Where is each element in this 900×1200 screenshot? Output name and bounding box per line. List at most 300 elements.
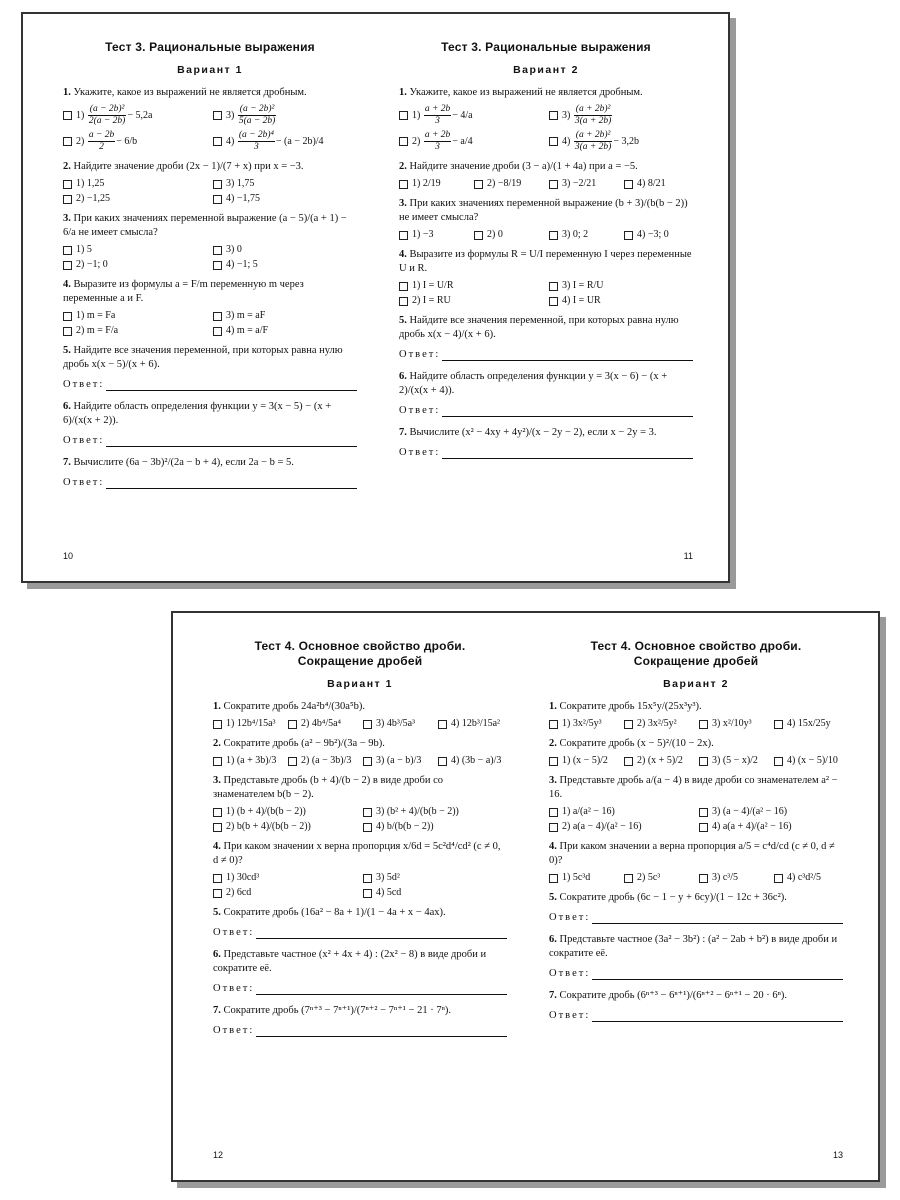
option-checkbox[interactable]: [399, 282, 408, 291]
answer-field[interactable]: [399, 446, 693, 459]
answer-option[interactable]: [774, 755, 843, 767]
answer-option[interactable]: [213, 821, 357, 833]
option-checkbox[interactable]: [213, 808, 222, 817]
option-number: 1): [76, 178, 85, 189]
answer-option[interactable]: [399, 229, 468, 241]
answer-line[interactable]: [592, 1012, 843, 1022]
option-checkbox[interactable]: [63, 261, 72, 270]
fraction-numerator: (a + 2b)²: [575, 130, 611, 140]
option-number: 4): [451, 718, 460, 729]
task-statement: Вычислите (6a − 3b)²/(2a − b + 4), если 2a − b = 5.: [73, 457, 294, 468]
variant-label: Вариант 2: [513, 64, 579, 76]
option-checkbox[interactable]: [699, 808, 708, 817]
option-checkbox[interactable]: [549, 180, 558, 189]
option-checkbox[interactable]: [399, 137, 408, 146]
task-item: [549, 989, 843, 1022]
answer-field[interactable]: [549, 967, 843, 980]
answer-option[interactable]: [363, 755, 432, 767]
option-checkbox[interactable]: [774, 874, 783, 883]
task-text: [213, 737, 507, 751]
answer-options: [549, 872, 843, 884]
option-value: (x − 5)/10: [797, 755, 838, 766]
answer-option[interactable]: [363, 806, 507, 818]
option-value: (5 − x)/2: [722, 755, 758, 766]
task-statement: Сократите дробь (16a² − 8a + 1)/(1 − 4a + x − 4ax).: [223, 907, 446, 918]
answer-label: Ответ:: [213, 927, 255, 938]
answer-option[interactable]: [213, 887, 357, 899]
answer-field[interactable]: [63, 434, 357, 447]
option-value: c³/5: [722, 872, 739, 883]
option-number: 2): [76, 325, 85, 336]
option-checkbox[interactable]: [63, 327, 72, 336]
option-number: 1): [226, 806, 235, 817]
page-number: 13: [832, 1150, 843, 1160]
option-checkbox[interactable]: [399, 180, 408, 189]
option-number: 2): [76, 135, 85, 147]
task-item: [399, 426, 693, 459]
task-text: [399, 370, 693, 398]
answer-label: Ответ:: [399, 447, 441, 458]
answer-field[interactable]: [213, 982, 507, 995]
answer-option[interactable]: [549, 821, 693, 833]
option-number: 3): [226, 109, 235, 121]
task-item: [549, 840, 843, 884]
fraction-numerator: a − 2b: [88, 130, 115, 140]
task-statement: Сократите дробь (6ⁿ⁺³ − 6ⁿ⁺¹)/(6ⁿ⁺² − 6ⁿ⁺¹ − 20 · 6ⁿ).: [559, 990, 788, 1001]
option-value: −3: [422, 229, 434, 240]
answer-options: [399, 104, 693, 153]
option-fraction: [238, 130, 275, 153]
option-checkbox[interactable]: [213, 195, 222, 204]
answer-option[interactable]: [624, 872, 693, 884]
answer-option[interactable]: [213, 104, 357, 127]
task-statement: При каких значениях переменной выражение (b + 3)/(b(b − 2)) не имеет смысла?: [399, 198, 688, 223]
option-number: 3): [712, 872, 721, 883]
task-item: [399, 197, 693, 241]
variant-label: Вариант 1: [177, 64, 243, 76]
task-text: [213, 1004, 507, 1018]
option-checkbox[interactable]: [63, 246, 72, 255]
option-checkbox[interactable]: [63, 180, 72, 189]
option-checkbox[interactable]: [549, 823, 558, 832]
option-number: 2): [487, 178, 496, 189]
option-checkbox[interactable]: [63, 137, 72, 146]
option-value: 0: [497, 229, 503, 240]
answer-option[interactable]: [213, 718, 282, 730]
option-checkbox[interactable]: [63, 195, 72, 204]
answer-line[interactable]: [106, 437, 357, 447]
option-fraction: [88, 104, 127, 127]
answer-option[interactable]: [213, 259, 357, 271]
task-text: [63, 278, 357, 306]
option-number: 3): [226, 244, 235, 255]
answer-option[interactable]: [549, 295, 693, 307]
task-item: [63, 344, 357, 391]
option-checkbox[interactable]: [213, 312, 222, 321]
answer-option[interactable]: [399, 295, 543, 307]
task-statement: Сократите дробь (6c − 1 − y + 6cy)/(1 − 12c + 36c²).: [559, 892, 787, 903]
option-number: 3): [376, 755, 385, 766]
task-statement: Сократите дробь (x − 5)²/(10 − 2x).: [559, 738, 714, 749]
option-fraction: [238, 104, 277, 127]
task-statement: Представьте дробь a/(a − 4) в виде дроби со знаменателем a² − 16.: [549, 775, 838, 800]
task-text: [63, 400, 357, 428]
answer-option[interactable]: [213, 872, 357, 884]
answer-option[interactable]: [774, 872, 843, 884]
answer-option[interactable]: [213, 178, 357, 190]
task-text: [399, 86, 693, 100]
answer-option[interactable]: [399, 280, 543, 292]
option-checkbox[interactable]: [63, 111, 72, 120]
task-text: [63, 344, 357, 372]
task-item: [213, 774, 507, 833]
option-checkbox[interactable]: [399, 297, 408, 306]
task-number: 4.: [549, 841, 557, 852]
task-text: [549, 840, 843, 868]
answer-options: [213, 755, 507, 767]
option-checkbox[interactable]: [363, 757, 372, 766]
answer-line[interactable]: [592, 970, 843, 980]
workbook-page: [527, 613, 881, 1180]
option-checkbox[interactable]: [213, 246, 222, 255]
task-item: [549, 774, 843, 833]
option-checkbox[interactable]: [399, 111, 408, 120]
option-number: 3): [376, 718, 385, 729]
answer-option[interactable]: [474, 229, 543, 241]
answer-option[interactable]: [288, 755, 357, 767]
option-number: 3): [712, 755, 721, 766]
task-item: [549, 891, 843, 924]
answer-option[interactable]: [624, 755, 693, 767]
answer-option[interactable]: [363, 872, 507, 884]
option-value: (a + 3b)/3: [236, 755, 277, 766]
answer-label: Ответ:: [549, 968, 591, 979]
option-checkbox[interactable]: [288, 720, 297, 729]
option-checkbox[interactable]: [699, 757, 708, 766]
option-value: b/(b(b − 2)): [386, 821, 434, 832]
option-fraction: [574, 104, 613, 127]
answer-field[interactable]: [549, 911, 843, 924]
answer-options: [63, 178, 357, 205]
option-value: 1,25: [86, 178, 105, 189]
answer-label: Ответ:: [213, 1025, 255, 1036]
answer-field[interactable]: [213, 1024, 507, 1037]
option-checkbox[interactable]: [213, 137, 222, 146]
task-number: 1.: [399, 87, 407, 98]
answer-option[interactable]: [63, 193, 207, 205]
answer-option[interactable]: [549, 872, 618, 884]
option-checkbox[interactable]: [363, 808, 372, 817]
answer-option[interactable]: [63, 130, 207, 153]
option-checkbox[interactable]: [549, 757, 558, 766]
option-value: −2/21: [572, 178, 597, 189]
option-value: (b² + 4)/(b(b − 2)): [386, 806, 459, 817]
answer-line[interactable]: [442, 351, 693, 361]
task-number: 1.: [213, 701, 221, 712]
answer-option[interactable]: [549, 178, 618, 190]
task-text: [63, 86, 357, 100]
answer-option[interactable]: [213, 244, 357, 256]
option-value: 3x²/5y³: [572, 718, 602, 729]
option-number: 1): [226, 755, 235, 766]
answer-line[interactable]: [256, 985, 507, 995]
option-value: −3; 0: [647, 229, 669, 240]
answer-option[interactable]: [438, 755, 507, 767]
option-value: m = F/a: [86, 325, 119, 336]
answer-option[interactable]: [699, 872, 768, 884]
option-value: 12b⁴/15a³: [236, 718, 276, 729]
option-number: 4): [637, 178, 646, 189]
page-number: 11: [683, 551, 693, 561]
task-number: 4.: [213, 841, 221, 852]
answer-options: [549, 718, 843, 730]
option-number: 4): [376, 887, 385, 898]
answer-option[interactable]: [624, 229, 693, 241]
answer-option[interactable]: [63, 259, 207, 271]
option-checkbox[interactable]: [774, 757, 783, 766]
answer-line[interactable]: [256, 1027, 507, 1037]
option-checkbox[interactable]: [399, 231, 408, 240]
option-number: 1): [412, 280, 421, 291]
answer-option[interactable]: [213, 325, 357, 337]
option-checkbox[interactable]: [213, 720, 222, 729]
answer-label: Ответ:: [549, 912, 591, 923]
task-item: [63, 86, 357, 153]
option-number: 3): [376, 806, 385, 817]
option-checkbox[interactable]: [549, 720, 558, 729]
task-statement: Укажите, какое из выражений не является дробным.: [73, 87, 307, 98]
answer-option[interactable]: [699, 718, 768, 730]
fraction-numerator: (a − 2b)⁴: [238, 130, 274, 140]
answer-options: [549, 806, 843, 833]
option-number: 3): [562, 109, 571, 121]
answer-option[interactable]: [624, 178, 693, 190]
option-number: 3): [376, 872, 385, 883]
option-checkbox[interactable]: [213, 261, 222, 270]
answer-field[interactable]: [549, 1009, 843, 1022]
test-title: Тест 3. Рациональные выражения: [441, 40, 651, 54]
answer-option[interactable]: [63, 244, 207, 256]
answer-option[interactable]: [549, 130, 693, 153]
answer-option[interactable]: [438, 718, 507, 730]
option-checkbox[interactable]: [549, 111, 558, 120]
option-value: 5cd: [386, 887, 402, 898]
option-value: c³d²/5: [797, 872, 822, 883]
answer-label: Ответ:: [399, 349, 441, 360]
answer-field[interactable]: [399, 348, 693, 361]
task-text: [213, 948, 507, 976]
task-statement: Найдите значение дроби (3 − a)/(1 + 4a) при a = −5.: [409, 161, 638, 172]
answer-option[interactable]: [63, 178, 207, 190]
test-subtitle: Сокращение дробей: [297, 654, 423, 668]
option-checkbox[interactable]: [624, 231, 633, 240]
option-checkbox[interactable]: [474, 180, 483, 189]
fraction-denominator: 3: [253, 142, 259, 152]
answer-option[interactable]: [549, 229, 618, 241]
variant-label: Вариант 2: [663, 678, 729, 690]
task-item: [213, 737, 507, 767]
answer-line[interactable]: [106, 381, 357, 391]
option-value: −1; 0: [86, 259, 108, 270]
option-checkbox[interactable]: [213, 180, 222, 189]
option-checkbox[interactable]: [699, 720, 708, 729]
option-checkbox[interactable]: [549, 231, 558, 240]
task-text: [213, 840, 507, 868]
task-number: 7.: [213, 1005, 221, 1016]
option-value: −8/19: [497, 178, 522, 189]
fraction-denominator: 3(a + 2b): [574, 116, 612, 126]
option-number: 1): [562, 755, 571, 766]
option-checkbox[interactable]: [549, 282, 558, 291]
answer-options: [213, 718, 507, 730]
option-checkbox[interactable]: [549, 808, 558, 817]
option-number: 1): [76, 310, 85, 321]
task-statement: Представьте частное (x² + 4x + 4) : (2x² − 8) в виде дроби и сократите её.: [213, 949, 487, 974]
answer-option[interactable]: [213, 193, 357, 205]
answer-options: [63, 310, 357, 337]
option-value: 1,75: [236, 178, 255, 189]
option-checkbox[interactable]: [288, 757, 297, 766]
option-checkbox[interactable]: [438, 757, 447, 766]
option-number: 2): [76, 193, 85, 204]
answer-option[interactable]: [699, 755, 768, 767]
option-value: 4b⁴/5a⁴: [311, 718, 342, 729]
answer-option[interactable]: [363, 887, 507, 899]
task-text: [549, 891, 843, 905]
option-checkbox[interactable]: [699, 874, 708, 883]
option-value: I = UR: [572, 295, 601, 306]
option-checkbox[interactable]: [774, 720, 783, 729]
option-checkbox[interactable]: [549, 137, 558, 146]
option-checkbox[interactable]: [213, 823, 222, 832]
answer-option[interactable]: [213, 130, 357, 153]
option-fraction: [574, 130, 613, 153]
answer-option[interactable]: [363, 821, 507, 833]
answer-option[interactable]: [288, 718, 357, 730]
answer-field[interactable]: [63, 378, 357, 391]
answer-line[interactable]: [106, 479, 357, 489]
option-checkbox[interactable]: [213, 757, 222, 766]
task-item: [213, 700, 507, 730]
option-checkbox[interactable]: [624, 757, 633, 766]
option-checkbox[interactable]: [624, 874, 633, 883]
answer-line[interactable]: [256, 929, 507, 939]
option-checkbox[interactable]: [474, 231, 483, 240]
option-checkbox[interactable]: [549, 297, 558, 306]
answer-option[interactable]: [699, 821, 843, 833]
answer-field[interactable]: [213, 926, 507, 939]
option-checkbox[interactable]: [363, 720, 372, 729]
test-subtitle: Сокращение дробей: [633, 654, 759, 668]
answer-option[interactable]: [699, 806, 843, 818]
answer-option[interactable]: [549, 755, 618, 767]
option-checkbox[interactable]: [363, 823, 372, 832]
option-checkbox[interactable]: [438, 720, 447, 729]
option-number: 4): [451, 755, 460, 766]
option-checkbox[interactable]: [624, 180, 633, 189]
answer-field[interactable]: [399, 404, 693, 417]
task-statement: Выразите из формулы R = U/I переменную I через переменные U и R.: [399, 249, 692, 274]
answer-option[interactable]: [399, 178, 468, 190]
option-number: 1): [562, 718, 571, 729]
option-checkbox[interactable]: [363, 874, 372, 883]
answer-option[interactable]: [63, 104, 207, 127]
option-checkbox[interactable]: [549, 874, 558, 883]
answer-option[interactable]: [549, 280, 693, 292]
answer-line[interactable]: [442, 449, 693, 459]
answer-line[interactable]: [442, 407, 693, 417]
task-number: 2.: [549, 738, 557, 749]
option-checkbox[interactable]: [213, 874, 222, 883]
option-checkbox[interactable]: [63, 312, 72, 321]
option-number: 1): [412, 178, 421, 189]
task-number: 3.: [63, 213, 71, 224]
answer-option[interactable]: [213, 755, 282, 767]
option-value: 5: [86, 244, 92, 255]
answer-option[interactable]: [213, 310, 357, 322]
option-checkbox[interactable]: [213, 111, 222, 120]
variant-label: Вариант 1: [327, 678, 393, 690]
answer-option[interactable]: [63, 310, 207, 322]
answer-option[interactable]: [63, 325, 207, 337]
task-number: 2.: [399, 161, 407, 172]
option-checkbox[interactable]: [363, 889, 372, 898]
option-checkbox[interactable]: [699, 823, 708, 832]
answer-field[interactable]: [63, 476, 357, 489]
option-checkbox[interactable]: [624, 720, 633, 729]
option-fraction: [88, 130, 115, 153]
answer-option[interactable]: [213, 806, 357, 818]
answer-option[interactable]: [474, 178, 543, 190]
answer-option[interactable]: [549, 104, 693, 127]
option-value: 12b³/15a²: [461, 718, 501, 729]
answer-option[interactable]: [399, 130, 543, 153]
test-title: Тест 3. Рациональные выражения: [105, 40, 315, 54]
fraction-numerator: (a + 2b)²: [575, 104, 611, 114]
answer-option[interactable]: [549, 718, 618, 730]
option-number: 4): [787, 718, 796, 729]
task-number: 5.: [549, 892, 557, 903]
answer-option[interactable]: [624, 718, 693, 730]
option-checkbox[interactable]: [213, 327, 222, 336]
option-number: 2): [487, 229, 496, 240]
page-content: [399, 14, 693, 581]
option-checkbox[interactable]: [213, 889, 222, 898]
option-suffix: − 3,2b: [613, 135, 639, 147]
fraction-denominator: 3(a + 2b): [574, 142, 612, 152]
option-value: (b + 4)/(b(b − 2)): [236, 806, 306, 817]
test-header: [549, 639, 843, 690]
answer-line[interactable]: [592, 914, 843, 924]
option-suffix: − a/4: [452, 135, 473, 147]
option-number: 3): [562, 178, 571, 189]
answer-option[interactable]: [774, 718, 843, 730]
answer-option[interactable]: [363, 718, 432, 730]
task-number: 3.: [213, 775, 221, 786]
answer-options: [549, 755, 843, 767]
task-statement: Укажите, какое из выражений не является дробным.: [409, 87, 643, 98]
task-number: 5.: [63, 345, 71, 356]
option-number: 4): [562, 135, 571, 147]
option-number: 3): [562, 229, 571, 240]
answer-option[interactable]: [549, 806, 693, 818]
answer-option[interactable]: [399, 104, 543, 127]
option-value: (x − 5)/2: [572, 755, 608, 766]
option-value: I = RU: [422, 295, 451, 306]
option-number: 2): [301, 718, 310, 729]
task-text: [549, 737, 843, 751]
workbook-page: [173, 613, 527, 1180]
